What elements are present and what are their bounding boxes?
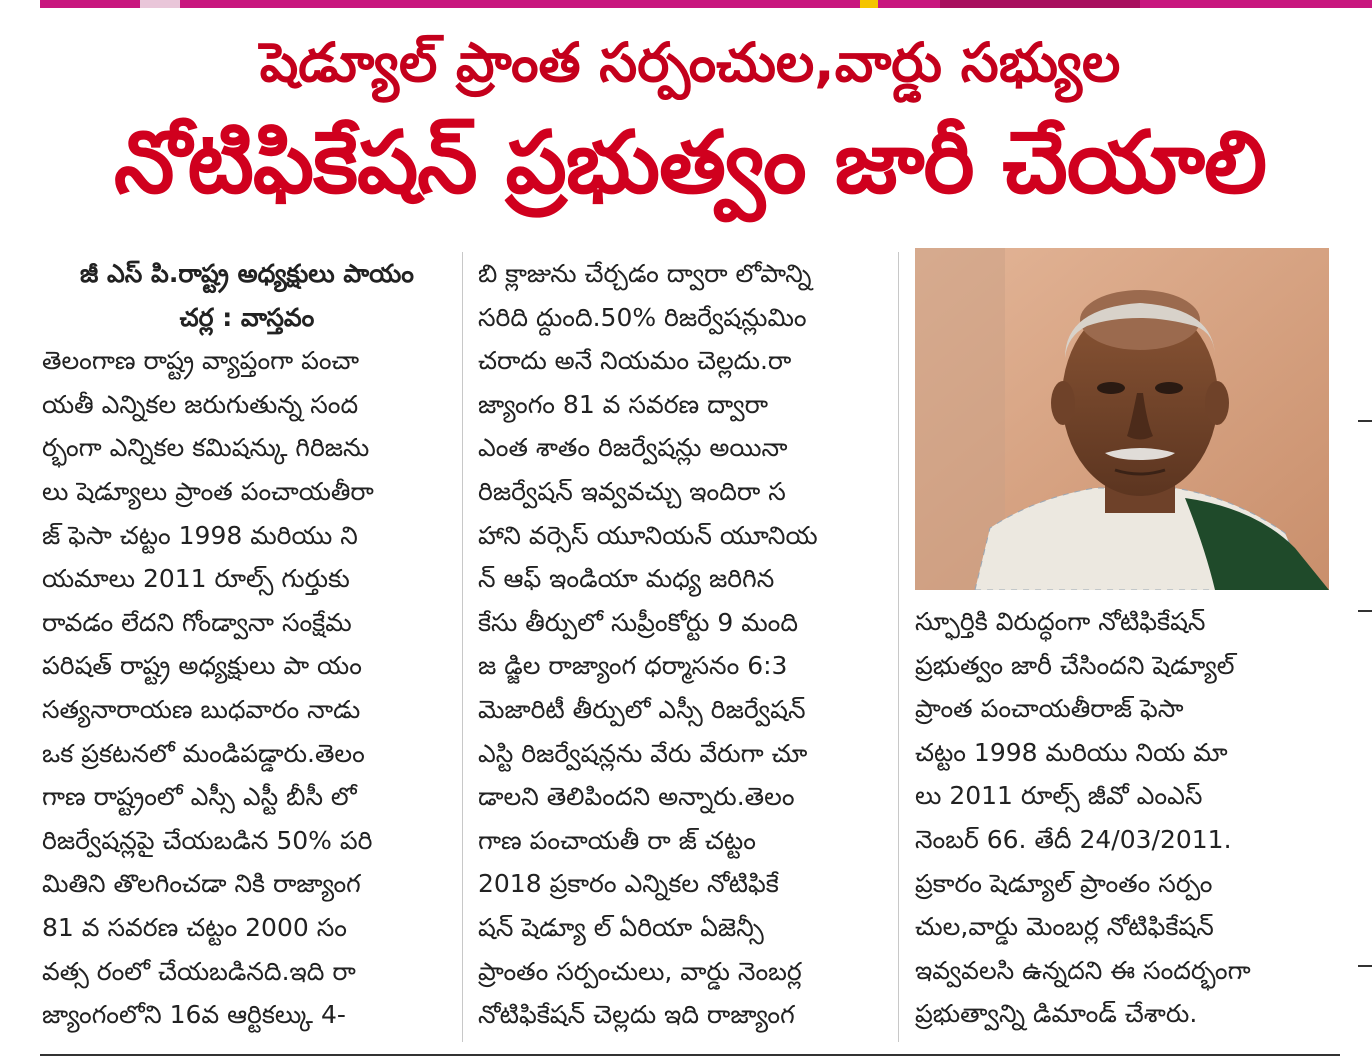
article-line: ప్రాంతం సర్పంచులు, వార్డు నెంబర్ల <box>478 956 802 986</box>
article-line: సరిది ద్దుంది.50% రిజర్వేషన్లుమిం <box>478 302 807 332</box>
article-line: ఎంత శాతం రిజర్వేషన్లు అయినా <box>478 433 788 463</box>
article-line: సత్యనారాయణ బుధవారం నాడు <box>42 694 361 724</box>
article-line: ప్రభుత్వాన్ని డిమాండ్ చేశారు. <box>915 999 1198 1029</box>
article-line: చరాదు అనే నియమం చెల్లదు.రా <box>478 346 792 376</box>
article-line: బి క్లాజును చేర్చడం ద్వారా లోపాన్ని <box>478 259 812 288</box>
bottom-rule <box>40 1054 1340 1056</box>
headline-line-2: నోటిఫికేషన్ ప్రభుత్వం జారీ చేయాలి <box>113 113 1267 213</box>
top-bar-mark <box>940 0 1140 8</box>
article-line: మితిని తొలగించడా నికి రాజ్యాంగ <box>42 869 361 899</box>
article-line: 81 వ సవరణ చట్టం 2000 సం <box>42 912 347 942</box>
article-line: లు 2011 రూల్స్ జీవో ఎంఎస్ <box>915 781 1203 811</box>
byline-line: జీ ఎస్ పి.రాష్ట్ర అధ్యక్షులు పాయం <box>80 259 414 288</box>
article-line: హాని వర్సెస్ యూనియన్ యూనియ <box>478 520 818 550</box>
article-line: ఒక ప్రకటనలో మండిపడ్డారు.తెలం <box>42 738 365 768</box>
article-line: ఎస్టి రిజర్వేషన్లను వేరు వేరుగా చూ <box>478 738 808 768</box>
article-line: వత్స రంలో చేయబడినది.ఇది రా <box>42 956 356 986</box>
article-line: తెలంగాణ రాష్ట్ర వ్యాప్తంగా పంచా <box>42 346 360 376</box>
edge-mark <box>1358 420 1372 422</box>
article-line: రావడం లేదని గోండ్వానా సంక్షేమ <box>42 607 352 637</box>
article-line: మెజారిటీ తీర్పులో ఎస్సీ రిజర్వేషన్ <box>478 694 806 724</box>
column-divider <box>898 252 899 1042</box>
article-line: స్ఫూర్తికి విరుద్ధంగా నోటిఫికేషన్ <box>915 607 1206 636</box>
article-line: ప్రాంత పంచాయతీరాజ్ ఫెసా <box>915 694 1184 724</box>
top-bar-mark <box>860 0 878 8</box>
article-line: న్ ఆఫ్ ఇండియా మధ్య జరిగిన <box>478 564 775 594</box>
article-line: నెంబర్ 66. తేదీ 24/03/2011. <box>915 824 1232 854</box>
article-line: నోటిఫికేషన్ చెల్లదు ఇది రాజ్యాంగ <box>478 1000 795 1030</box>
article-line: జ్ ఫెసా చట్టం 1998 మరియు ని <box>42 520 358 550</box>
headline-line-1: షెడ్యూల్ ప్రాంత సర్పంచుల,వార్డు సభ్యుల <box>259 31 1121 94</box>
article-column-3 <box>915 600 1335 1036</box>
article-line: జ్యాంగంలోని 16వ ఆర్టికల్కు 4- <box>42 1000 346 1030</box>
article-line: చట్టం 1998 మరియు నియ మా <box>915 737 1228 767</box>
article-line: రిజర్వేషన్ ఇవ్వవచ్చు ఇందిరా స <box>478 476 786 506</box>
article-line: 2018 ప్రకారం ఎన్నికల నోటిఫికే <box>478 869 779 899</box>
article-line: ర్భంగా ఎన్నికల కమిషన్కు గిరిజను <box>42 433 370 463</box>
article-line: జ డ్జిల రాజ్యాంగ ధర్మాసనం 6:3 <box>478 651 788 681</box>
article-line: యమాలు 2011 రూల్స్ గుర్తుకు <box>42 564 350 594</box>
top-bar-mark <box>140 0 180 8</box>
article-line: పరిషత్ రాష్ట్ర అధ్యక్షులు పా యం <box>42 651 362 681</box>
article-line: షన్ షెడ్యూ ల్ ఏరియా ఏజెన్సీ <box>478 912 764 942</box>
article-line: ప్రకారం షెడ్యూల్ ప్రాంతం సర్పం <box>915 868 1213 898</box>
portrait-illustration <box>915 248 1329 590</box>
article-column-2 <box>478 252 888 1037</box>
article-line: ఇవ్వవలసి ఉన్నదని ఈ సందర్భంగా <box>915 955 1251 985</box>
edge-mark <box>1358 965 1372 967</box>
article-line: యతీ ఎన్నికల జరుగుతున్న సంద <box>42 389 359 419</box>
article-line: లు షెడ్యూలు ప్రాంత పంచాయతీరా <box>42 476 374 506</box>
article-line: ప్రభుత్వం జారీ చేసిందని షెడ్యూల్ <box>915 650 1235 680</box>
byline-line: చర్ల : వాస్తవం <box>179 302 315 332</box>
article-line: రిజర్వేషన్లపై చేయబడిన 50% పరి <box>42 825 373 855</box>
article-line: గాణ రాష్ట్రంలో ఎస్సీ ఎస్టీ బీసీ లో <box>42 782 357 812</box>
article-line: కేసు తీర్పులో సుప్రీంకోర్టు 9 మంది <box>478 607 798 637</box>
column-divider <box>462 252 463 1042</box>
article-line: చుల,వార్డు మెంబర్ల నోటిఫికేషన్ <box>915 912 1214 942</box>
article-line: డాలని తెలిపిందని అన్నారు.తెలం <box>478 782 795 812</box>
top-color-bar <box>40 0 1372 8</box>
article-line: గాణ పంచాయతీ రా జ్ చట్టం <box>478 825 756 855</box>
portrait-photo <box>915 248 1329 590</box>
edge-mark <box>1358 610 1372 612</box>
article-line: జ్యాంగం 81 వ సవరణ ద్వారా <box>478 389 769 419</box>
article-column-1 <box>42 252 452 1037</box>
